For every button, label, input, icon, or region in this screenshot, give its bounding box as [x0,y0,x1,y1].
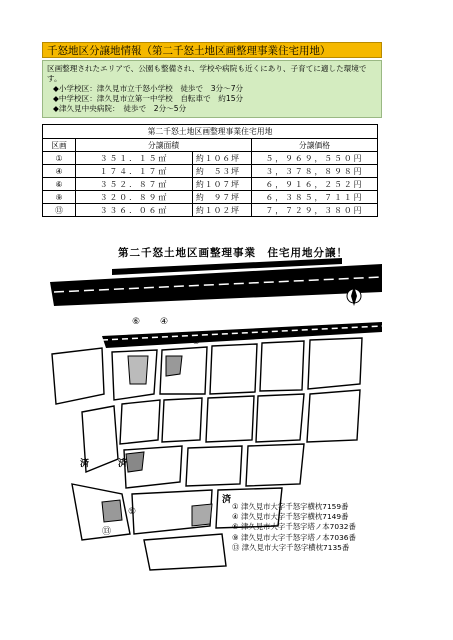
lot-price: ６，３８５，７１１円 [252,191,378,204]
header-price: 分譲価格 [252,139,378,152]
lot-tsubo: 約１０７坪 [193,178,252,191]
legend-item: ① 津久見市大字千怒字横枕7159番 [232,502,349,511]
table-row [43,165,378,178]
lot-number: ④ [43,165,76,178]
page-title: 千怒地区分譲地情報（第二千怒土地区画整理事業住宅用地） [42,42,382,58]
lot-price: ７，７２９，３８０円 [252,204,378,217]
legend-item: ⑥ 津久見市大字千怒字塔ノ本7032番 [232,522,356,532]
lot-price: ３，３７８，８９８円 [252,165,378,178]
lot-area: ３５１．１５㎡ [76,152,193,165]
header-lot: 区画 [43,139,76,152]
map-title: 第二千怒土地区画整理事業 住宅用地分譲！ [118,247,348,259]
legend-item: ④ 津久見市大字千怒字横枕7149番 [232,512,349,522]
lot-tsubo: 約１０２坪 [193,204,252,217]
lot-tsubo: 約１０６坪 [193,152,252,165]
lot-marker-9: ⑨ [128,507,137,517]
info-bullet-school: ◆小学校区：津久見市立千怒小学校 徒歩で 3分～7分 [53,84,244,93]
header-area: 分譲面積 [76,139,252,152]
sold-mark: 済 [80,459,90,469]
lot-marker-1: ① [192,337,201,347]
lot-price: ６，９１６，２５２円 [252,178,378,191]
lot-tsubo: 約 ５３坪 [193,165,252,178]
lot-marker-6: ⑥ [132,317,141,327]
lot-number: ⑨ [43,191,76,204]
legend-item: ⑨ 津久見市大字千怒字塔ノ本7036番 [232,532,356,542]
sold-mark: 済 [118,459,128,469]
lot-price: ５，９６９，５５０円 [252,152,378,165]
table-row [43,152,378,165]
lot-number: ⑥ [43,178,76,191]
lot-marker-4: ④ [160,317,169,327]
lots-table [42,124,378,217]
table-row [43,178,378,191]
table-row [43,204,378,217]
table-caption: 第二千怒土地区画整理事業住宅用地 [43,125,378,139]
lot-number: ⑬ [43,204,76,217]
lot-number: ① [43,152,76,165]
lot-tsubo: 約 ９７坪 [193,191,252,204]
info-bullet-junior-high: ◆中学校区：津久見市立第一中学校 自転車で 約15分 [53,94,244,103]
lot-area: ３２０．８９㎡ [76,191,193,204]
info-bullet-hospital: ◆津久見中央病院： 徒歩で 2分～5分 [53,104,187,113]
info-intro: 区画整理されたエリアで、公園も整備され、学校や病院も近くにあり、子育てに適した環境です。 [47,64,367,83]
highway-road [50,264,382,306]
info-box [42,60,382,118]
lot-area: １７４．１７㎡ [76,165,193,178]
map-legend [232,502,356,553]
sold-mark: 済 [222,495,232,505]
legend-item: ⑬ 津久見市大字千怒字横枕7135番 [232,542,350,552]
lot-area: ３３６．０６㎡ [76,204,193,217]
table-row [43,191,378,204]
lot-area: ３５２．８７㎡ [76,178,193,191]
lot-marker-13: ⑬ [102,527,112,537]
